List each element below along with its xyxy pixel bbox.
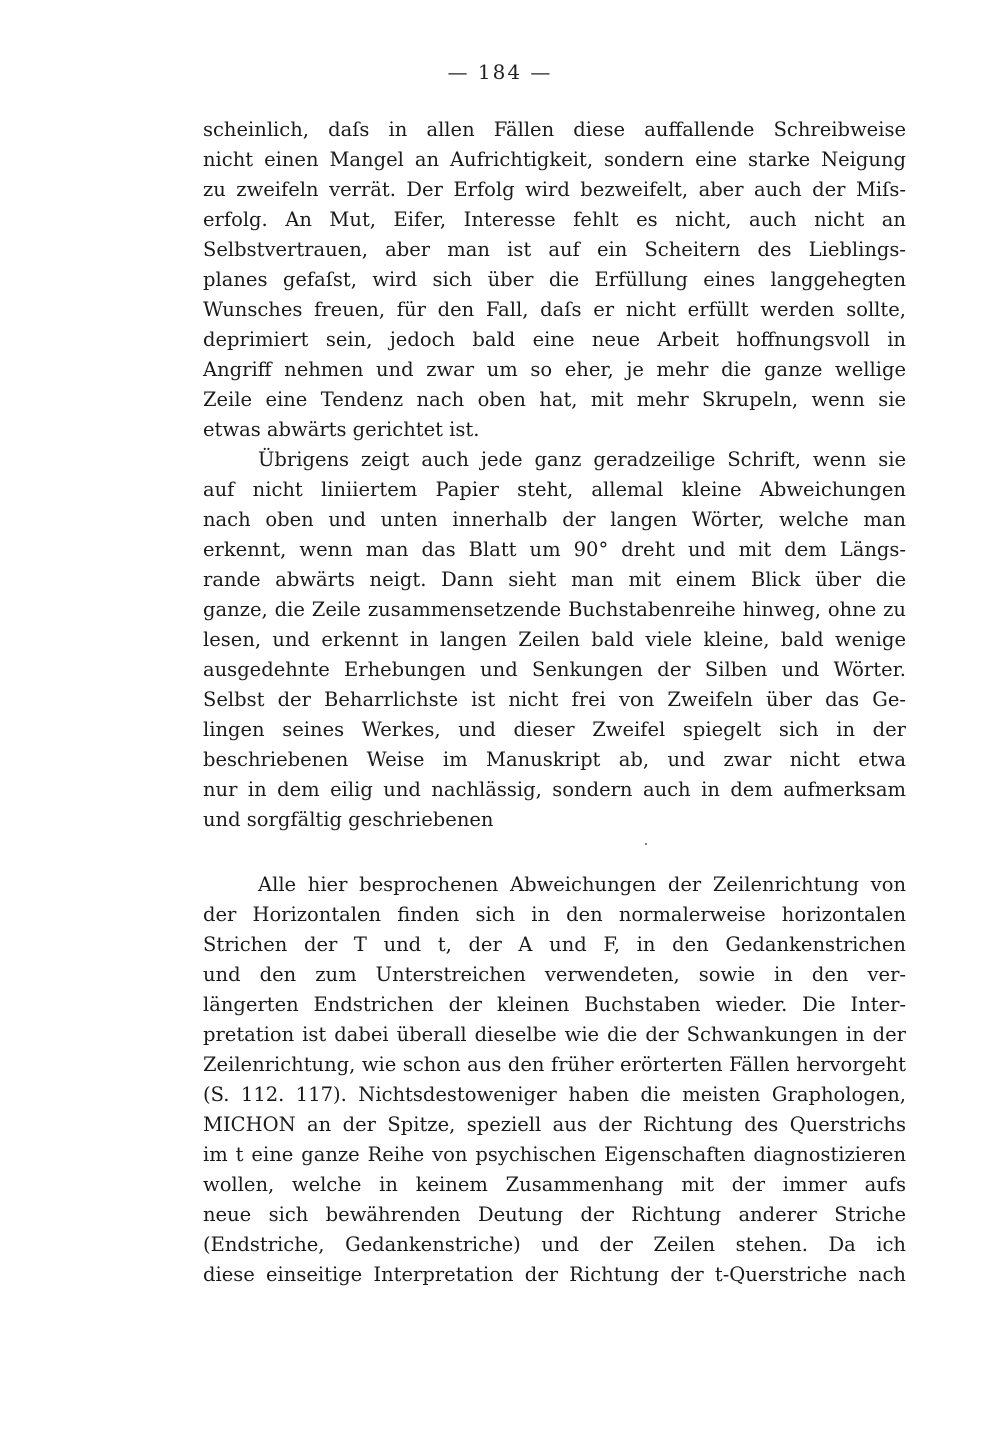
stray-dot-mark xyxy=(645,843,647,845)
text-line: längerten Endstrichen der kleinen Buchstaben wieder. Die Inter- xyxy=(203,993,906,1016)
text-line: (Endstriche, Gedankenstriche) und der Zeilen stehen. Da ich xyxy=(203,1233,906,1256)
text-line: ausgedehnte Erhebungen und Senkungen der Silben und Wörter. xyxy=(203,658,906,681)
text-line: diese einseitige Interpretation der Richtung der t-Querstriche nach xyxy=(203,1263,906,1286)
text-line: nicht einen Mangel an Aufrichtigkeit, sondern eine starke Neigung xyxy=(203,148,906,171)
text-line: pretation ist dabei überall dieselbe wie die der Schwankungen in der xyxy=(203,1023,906,1046)
text-line: Selbst der Beharrlichste ist nicht frei von Zweifeln über das Ge- xyxy=(203,688,906,711)
text-line: und sorgfältig geschriebenen xyxy=(203,808,494,831)
text-line: Zeilenrichtung, wie schon aus den früher erörterten Fällen hervorgeht xyxy=(203,1053,906,1076)
paragraph-block-2 xyxy=(203,870,906,1290)
text-line: etwas abwärts gerichtet ist. xyxy=(203,418,480,441)
text-line: MICHON an der Spitze, speziell aus der Richtung des Querstrichs xyxy=(203,1113,906,1136)
text-line: ganze, die Zeile zusammensetzende Buchstabenreihe hinweg, ohne zu xyxy=(203,598,906,621)
text-line: planes gefaſst, wird sich über die Erfüllung eines langgehegten xyxy=(203,268,906,291)
text-line: Strichen der T und t, der A und F, in den Gedankenstrichen xyxy=(203,933,906,956)
text-line: Angriff nehmen und zwar um so eher, je mehr die ganze wellige xyxy=(203,358,906,381)
text-line: Zeile eine Tendenz nach oben hat, mit mehr Skrupeln, wenn sie xyxy=(203,388,906,411)
text-line: wollen, welche in keinem Zusammenhang mit der immer aufs xyxy=(203,1173,906,1196)
text-line: rande abwärts neigt. Dann sieht man mit einem Blick über die xyxy=(203,568,906,591)
text-line: (S. 112. 117). Nichtsdestoweniger haben die meisten Graphologen, xyxy=(203,1083,906,1106)
page-number: — 184 — xyxy=(447,60,553,84)
text-line: nach oben und unten innerhalb der langen Wörter, welche man xyxy=(203,508,906,531)
text-line: der Horizontalen finden sich in den normalerweise horizontalen xyxy=(203,903,906,926)
text-line: scheinlich, daſs in allen Fällen diese auffallende Schreibweise xyxy=(203,118,906,141)
text-line: nur in dem eilig und nachlässig, sondern auch in dem aufmerksam xyxy=(203,778,906,801)
text-line: neue sich bewährenden Deutung der Richtung anderer Striche xyxy=(203,1203,906,1226)
text-line: beschriebenen Weise im Manuskript ab, und zwar nicht etwa xyxy=(203,748,906,771)
text-line: Übrigens zeigt auch jede ganz geradzeilige Schrift, wenn sie xyxy=(258,448,906,471)
text-line: auf nicht liniiertem Papier steht, allemal kleine Abweichungen xyxy=(203,478,906,501)
text-line: im t eine ganze Reihe von psychischen Eigenschaften diagnostizieren xyxy=(203,1143,906,1166)
text-line: lingen seines Werkes, und dieser Zweifel spiegelt sich in der xyxy=(203,718,906,741)
text-line: Selbstvertrauen, aber man ist auf ein Scheitern des Lieblings- xyxy=(203,238,906,261)
text-line: und den zum Unterstreichen verwendeten, sowie in den ver- xyxy=(203,963,906,986)
text-line: zu zweifeln verrät. Der Erfolg wird bezweifelt, aber auch der Miſs- xyxy=(203,178,906,201)
text-line: erkennt, wenn man das Blatt um 90° dreht und mit dem Längs- xyxy=(203,538,906,561)
text-line: Wunsches freuen, für den Fall, daſs er nicht erfüllt werden sollte, xyxy=(203,298,906,321)
paragraph-block-1 xyxy=(203,115,906,835)
text-line: lesen, und erkennt in langen Zeilen bald viele kleine, bald wenige xyxy=(203,628,906,651)
text-line: Alle hier besprochenen Abweichungen der Zeilenrichtung von xyxy=(258,873,906,896)
text-line: deprimiert sein, jedoch bald eine neue Arbeit hoffnungsvoll in xyxy=(203,328,906,351)
text-line: erfolg. An Mut, Eifer, Interesse fehlt es nicht, auch nicht an xyxy=(203,208,906,231)
